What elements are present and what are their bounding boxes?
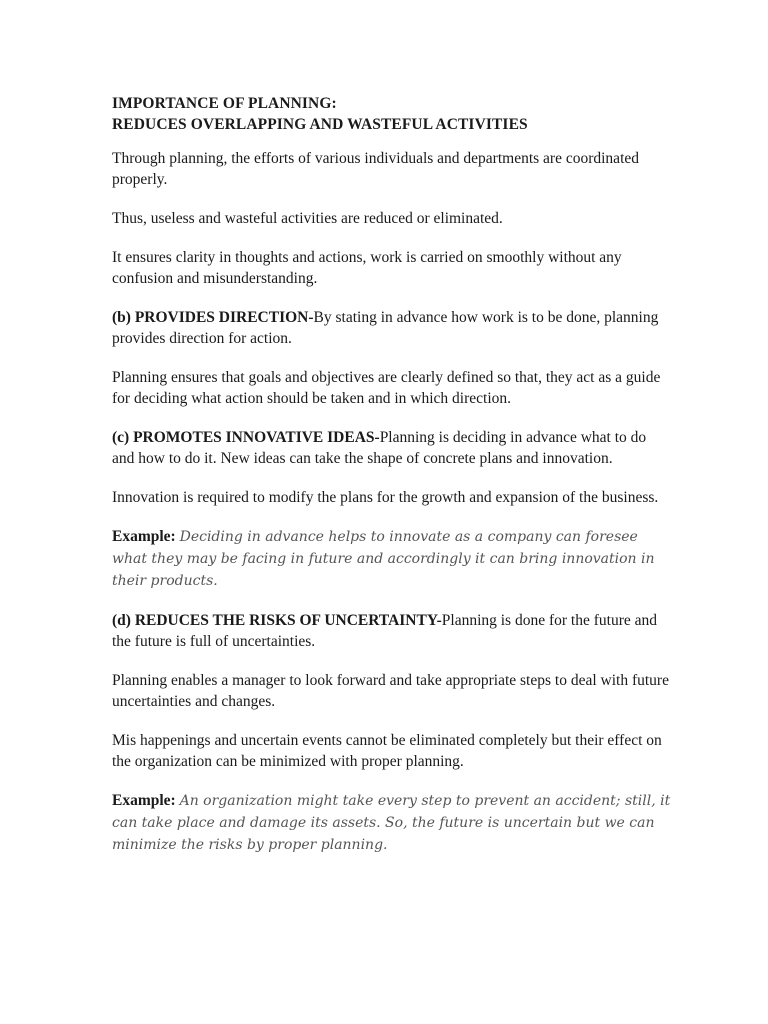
document-page — [112, 93, 672, 874]
section-provides-direction — [112, 307, 672, 349]
paragraph-look-forward: Planning enables a manager to look forward and take appropriate steps to deal with future uncertainties and changes. — [112, 672, 669, 710]
example-label-1: Example: — [112, 528, 180, 545]
section-label-c: (c) PROMOTES INNOVATIVE IDEAS- — [112, 429, 380, 446]
section-label-d: (d) REDUCES THE RISKS OF UNCERTAINTY- — [112, 612, 442, 629]
heading-title: IMPORTANCE OF PLANNING: — [112, 95, 337, 112]
example-accident — [112, 790, 672, 856]
document-heading — [112, 93, 672, 135]
example-innovation — [112, 526, 672, 592]
paragraph-clarity: It ensures clarity in thoughts and actions, work is carried on smoothly without any confusion and misunderstanding. — [112, 249, 622, 287]
section-text-b: By stating in advance how work is to be done, planning provides direction for action. — [112, 309, 659, 347]
paragraph-goals-defined: Planning ensures that goals and objectives are clearly defined so that, they act as a guide for deciding what action should be taken and in which direction. — [112, 369, 661, 407]
example-label-2: Example: — [112, 792, 180, 809]
section-innovative-ideas — [112, 427, 672, 469]
section-text-d: Planning is done for the future and the future is full of uncertainties. — [112, 612, 657, 650]
paragraph-wasteful-reduced: Thus, useless and wasteful activities are reduced or eliminated. — [112, 210, 503, 227]
paragraph-innovation-required: Innovation is required to modify the plans for the growth and expansion of the business. — [112, 489, 659, 506]
section-reduces-risks — [112, 610, 672, 652]
example-text-1: Deciding in advance helps to innovate as a company can foresee what they may be facing in future and accordingly it can bring innovation in their products. — [112, 529, 655, 589]
section-label-b: (b) PROVIDES DIRECTION- — [112, 309, 314, 326]
section-text-c: Planning is deciding in advance what to do and how to do it. New ideas can take the shape of concrete plans and innovation. — [112, 429, 647, 467]
paragraph-coordination: Through planning, the efforts of various individuals and departments are coordinated properly. — [112, 150, 639, 188]
heading-subtitle: REDUCES OVERLAPPING AND WASTEFUL ACTIVITIES — [112, 116, 528, 133]
example-text-2: An organization might take every step to prevent an accident; still, it can take place and damage its assets. So, the future is uncertain but we can minimize the risks by proper planning. — [112, 793, 671, 853]
paragraph-mis-happenings: Mis happenings and uncertain events cannot be eliminated completely but their effect on the organization can be minimized with proper planning. — [112, 732, 662, 770]
